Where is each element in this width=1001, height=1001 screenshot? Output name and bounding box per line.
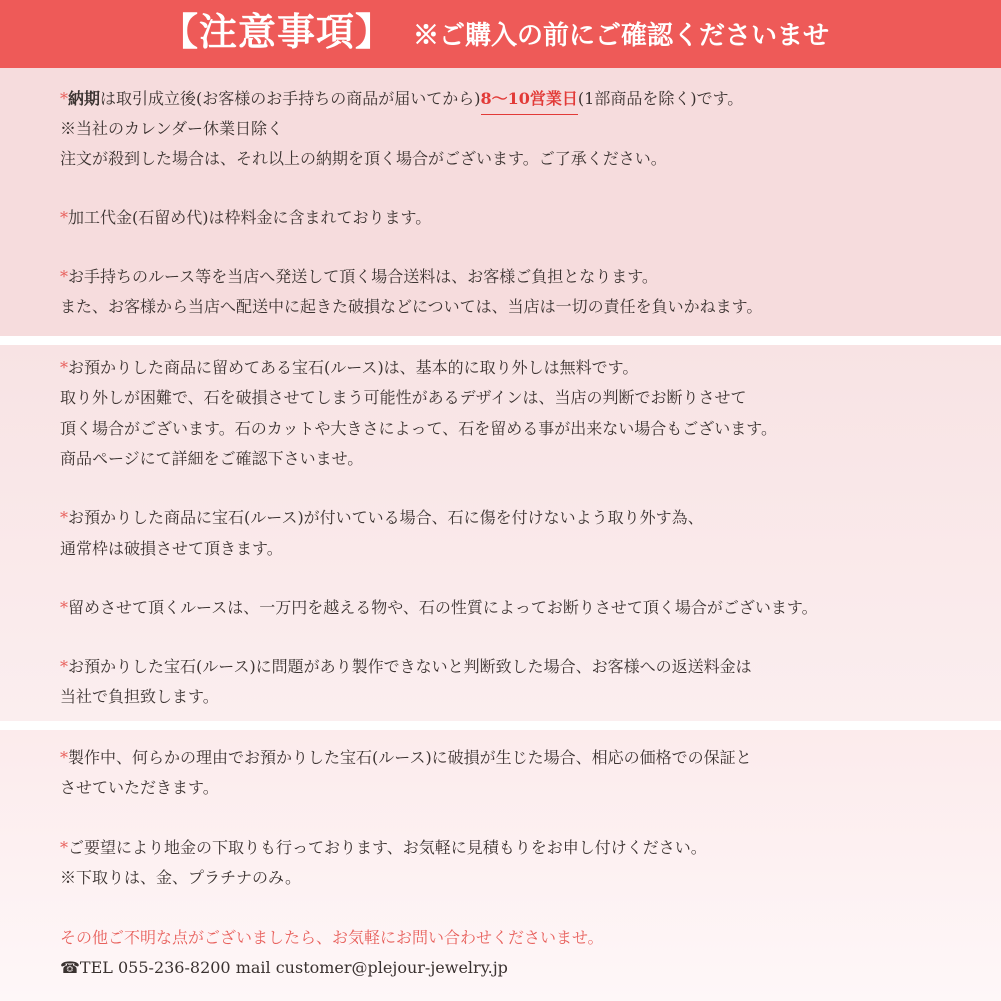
return-shipping-note: *お預かりした宝石(ルース)に問題があり製作できないと判断致した場合、お客様への返送料金は	[60, 657, 752, 676]
calendar-note: ※当社のカレンダー休業日除く	[60, 119, 283, 138]
contact-info[interactable]: ☎TEL 055-236-8200 mail customer@plejour-jewelry.jp	[60, 958, 508, 977]
rush-note: 注文が殺到した場合は、それ以上の納期を頂く場合がございます。ご了承ください。	[60, 149, 667, 168]
header-banner	[0, 0, 1001, 68]
frame-damage-note: *お預かりした商品に宝石(ルース)が付いている場合、石に傷を付けないよう取り外す為、	[60, 508, 704, 527]
inquiry-note: その他ご不明な点がございましたら、お気軽にお問い合わせくださいませ。	[60, 928, 604, 947]
delivery-text: は取引成立後(お客様のお手持ちの商品が届いてから)	[100, 89, 481, 108]
asterisk-mark: *	[60, 358, 68, 377]
asterisk-mark: *	[60, 598, 68, 617]
trade-in-note: *ご要望により地金の下取りも行っております、お気軽に見積もりをお申し付けください。	[60, 838, 707, 857]
asterisk-mark: *	[60, 748, 68, 767]
loose-refusal-note: *留めさせて頂くルースは、一万円を越える物や、石の性質によってお断りさせて頂く場合がございます。	[60, 598, 818, 617]
asterisk-mark: *	[60, 89, 68, 108]
stone-removal-line-2: 取り外しが困難で、石を破損させてしまう可能性があるデザインは、当店の判断でお断りさせて	[60, 388, 747, 407]
asterisk-mark: *	[60, 657, 68, 676]
asterisk-mark: *	[60, 508, 68, 527]
delivery-text-end: (1部商品を除く)です。	[577, 89, 744, 108]
stone-removal-line-4: 商品ページにて詳細をご確認下さいませ。	[60, 449, 364, 468]
trade-in-metals: ※下取りは、金、プラチナのみ。	[60, 868, 301, 887]
asterisk-mark: *	[60, 208, 68, 227]
shipping-damage-note: また、お客様から当店へ配送中に起きた破損などについては、当店は一切の責任を負いかねます。	[60, 297, 763, 316]
delivery-days: 8〜10営業日	[481, 89, 578, 115]
page-title: 【注意事項】	[160, 9, 395, 54]
asterisk-mark: *	[60, 838, 68, 857]
return-shipping-line-2: 当社で負担致します。	[60, 687, 219, 706]
damage-guarantee-note: *製作中、何らかの理由でお預かりした宝石(ルース)に破損が生じた場合、相応の価格での保証と	[60, 748, 752, 767]
frame-damage-line-2: 通常枠は破損させて頂きます。	[60, 539, 283, 558]
delivery-line	[60, 88, 743, 110]
stone-removal-line-3: 頂く場合がございます。石のカットや大きさによって、石を留める事が出来ない場合もございます。	[60, 419, 777, 438]
shipping-fee-note: *お手持ちのルース等を当店へ発送して頂く場合送料は、お客様ご負担となります。	[60, 267, 658, 286]
page-subtitle: ※ご購入の前にご確認くださいませ	[413, 21, 830, 51]
delivery-label: 納期	[68, 89, 101, 108]
asterisk-mark: *	[60, 267, 68, 286]
stone-removal-note: *お預かりした商品に留めてある宝石(ルース)は、基本的に取り外しは無料です。	[60, 358, 639, 377]
setting-fee-note: *加工代金(石留め代)は枠料金に含まれております。	[60, 208, 432, 227]
damage-guarantee-line-2: させていただきます。	[60, 778, 219, 797]
